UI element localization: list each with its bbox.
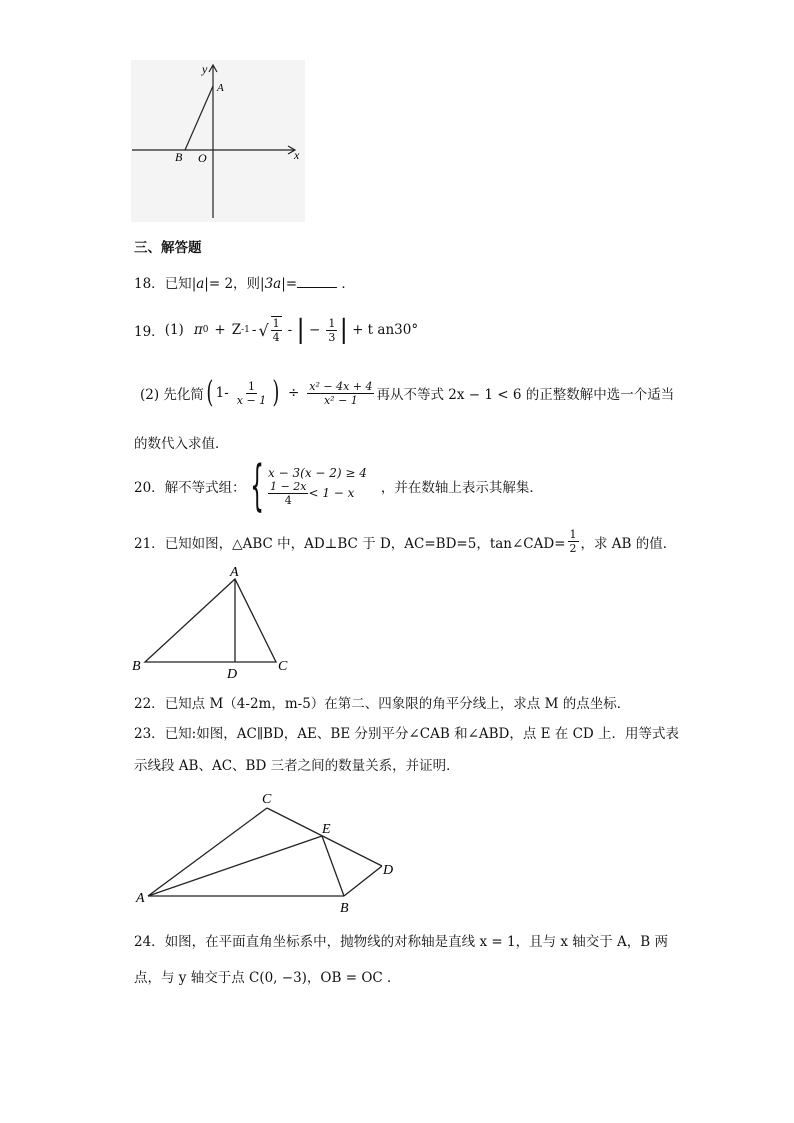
label-D: D — [227, 667, 238, 680]
q18-eq2: = 2，则 — [208, 276, 261, 292]
fraction-2-denominator: x² − 1 — [323, 393, 358, 407]
z-term: Z — [231, 322, 242, 338]
question-19-part2 — [140, 375, 675, 410]
label-x: x — [294, 148, 300, 162]
pow-zero: 0 — [202, 325, 209, 335]
abs-fraction — [326, 317, 337, 344]
label-D: D — [383, 863, 394, 878]
pow-neg1: -1 — [241, 325, 250, 335]
question-number: 23． — [134, 726, 165, 742]
q20-pre: 解不等式组： — [164, 480, 246, 496]
q19-p2-label: (2) 先化简 — [140, 387, 204, 403]
fraction-1 — [235, 380, 268, 407]
one-minus: 1- — [215, 385, 229, 401]
question-24 — [134, 930, 668, 950]
system-brace: { — [249, 454, 264, 517]
label-E: E — [322, 822, 331, 837]
inequality-2-numerator: 1 − 2x — [270, 479, 307, 493]
abs-bar-right: | — [339, 315, 349, 345]
q21-text-b: ，求 AB 的值． — [580, 535, 677, 552]
q19-p2-tail: 再从不等式 2x − 1 < 6 的正整数解中选一个适当 — [376, 387, 675, 403]
answer-blank — [297, 275, 337, 288]
label-B: B — [175, 150, 183, 164]
segment-AE — [148, 836, 322, 896]
label-C: C — [262, 792, 272, 807]
question-19-part1 — [134, 316, 418, 344]
inequality-2-tail: < 1 − x — [308, 486, 355, 500]
q22-text: 已知点 M（4-2m，m-5）在第二、四象限的角平分线上，求点 M 的点坐标． — [164, 696, 631, 712]
sqrt-numerator: 1 — [272, 317, 280, 330]
label-C: C — [278, 659, 288, 674]
segment-AC — [148, 808, 267, 896]
q18-pre: 已知 — [164, 276, 192, 292]
plus-sign: + — [214, 322, 226, 338]
question-number: 19． — [134, 324, 165, 340]
q20-post: ，并在数轴上表示其解集． — [380, 480, 543, 496]
fraction-1-numerator: 1 — [248, 379, 255, 393]
q19-p1-label: (1) — [164, 322, 184, 338]
sqrt-fraction — [271, 316, 282, 344]
inequality-1: x − 3(x − 2) ≥ 4 — [268, 465, 367, 480]
sqrt-denominator: 4 — [272, 331, 280, 344]
inequality-system — [268, 466, 367, 507]
inequality-2 — [268, 480, 367, 507]
paren-left: ( — [206, 375, 214, 410]
question-number: 18． — [134, 276, 165, 292]
question-number: 22． — [134, 696, 165, 712]
figure-23-quadrilateral — [134, 788, 404, 916]
pi-symbol: π — [193, 322, 203, 338]
question-23 — [134, 722, 679, 742]
fraction-2 — [307, 380, 374, 407]
q21-text-a: 已知如图，△ABC 中，AD⊥BC 于 D，AC=BD=5，tan∠CAD= — [164, 535, 566, 552]
section-heading: 三、解答题 — [134, 240, 202, 256]
figure-17-coordinate-sketch — [128, 58, 308, 224]
abs-bar-left: | — [296, 315, 305, 345]
question-number: 24． — [134, 934, 165, 950]
tan-denominator: 2 — [569, 542, 577, 555]
tan-term: + t an30° — [352, 322, 419, 338]
q24-line2: 点，与 y 轴交于点 C(0, −3)，OB = OC ． — [134, 970, 401, 986]
abs-numerator: 1 — [328, 316, 336, 330]
abs-denominator: 3 — [328, 330, 336, 344]
figure-21-triangle — [128, 562, 298, 680]
label-O: O — [198, 151, 207, 165]
q18-post: ． — [341, 276, 355, 292]
label-B: B — [340, 901, 349, 916]
tan-numerator: 1 — [569, 528, 577, 541]
abs-minus: − — [309, 322, 321, 338]
tan-fraction — [568, 528, 579, 555]
divide-sign: ÷ — [287, 385, 300, 401]
label-A: A — [230, 565, 239, 580]
question-number: 20． — [134, 480, 165, 496]
fraction-2-numerator: x² − 4x + 4 — [309, 379, 373, 393]
label-A: A — [217, 82, 224, 94]
label-A: A — [136, 891, 145, 906]
q23-line1: 已知:如图，AC∥BD，AE、BE 分别平分∠CAB 和∠ABD，点 E 在 CD 上．用等式表 — [164, 726, 680, 742]
abs-a: |a| — [191, 276, 209, 292]
question-22 — [134, 692, 630, 712]
minus-sign: - — [251, 322, 257, 338]
sqrt-expression: √ $\frac{1}{4}$ — [258, 317, 280, 344]
segment-CD — [267, 808, 382, 866]
q18-eq: = — [285, 276, 298, 292]
triangle-ABC — [145, 579, 276, 662]
inequality-2-denominator: 4 — [284, 493, 292, 507]
label-B: B — [132, 659, 141, 674]
q24-line1: 如图，在平面直角坐标系中，抛物线的对称轴是直线 x = 1，且与 x 轴交于 A，B 两 — [164, 934, 669, 950]
question-20 — [134, 456, 543, 516]
label-y: y — [202, 62, 208, 76]
q19-p2-line2: 的数代入求值． — [134, 436, 229, 452]
q23-line2: 示线段 AB、AC、BD 三者之间的数量关系，并证明． — [134, 758, 460, 774]
question-18 — [134, 272, 355, 292]
abs-3a: |3a| — [260, 276, 286, 292]
segment-BD — [344, 866, 382, 896]
question-21 — [134, 528, 676, 555]
fraction-1-denominator: x − 1 — [236, 393, 267, 407]
question-number: 21． — [134, 535, 165, 552]
paren-right: ) — [272, 375, 280, 410]
minus-sign-2: - — [287, 322, 293, 338]
inequality-2-fraction — [268, 480, 308, 507]
